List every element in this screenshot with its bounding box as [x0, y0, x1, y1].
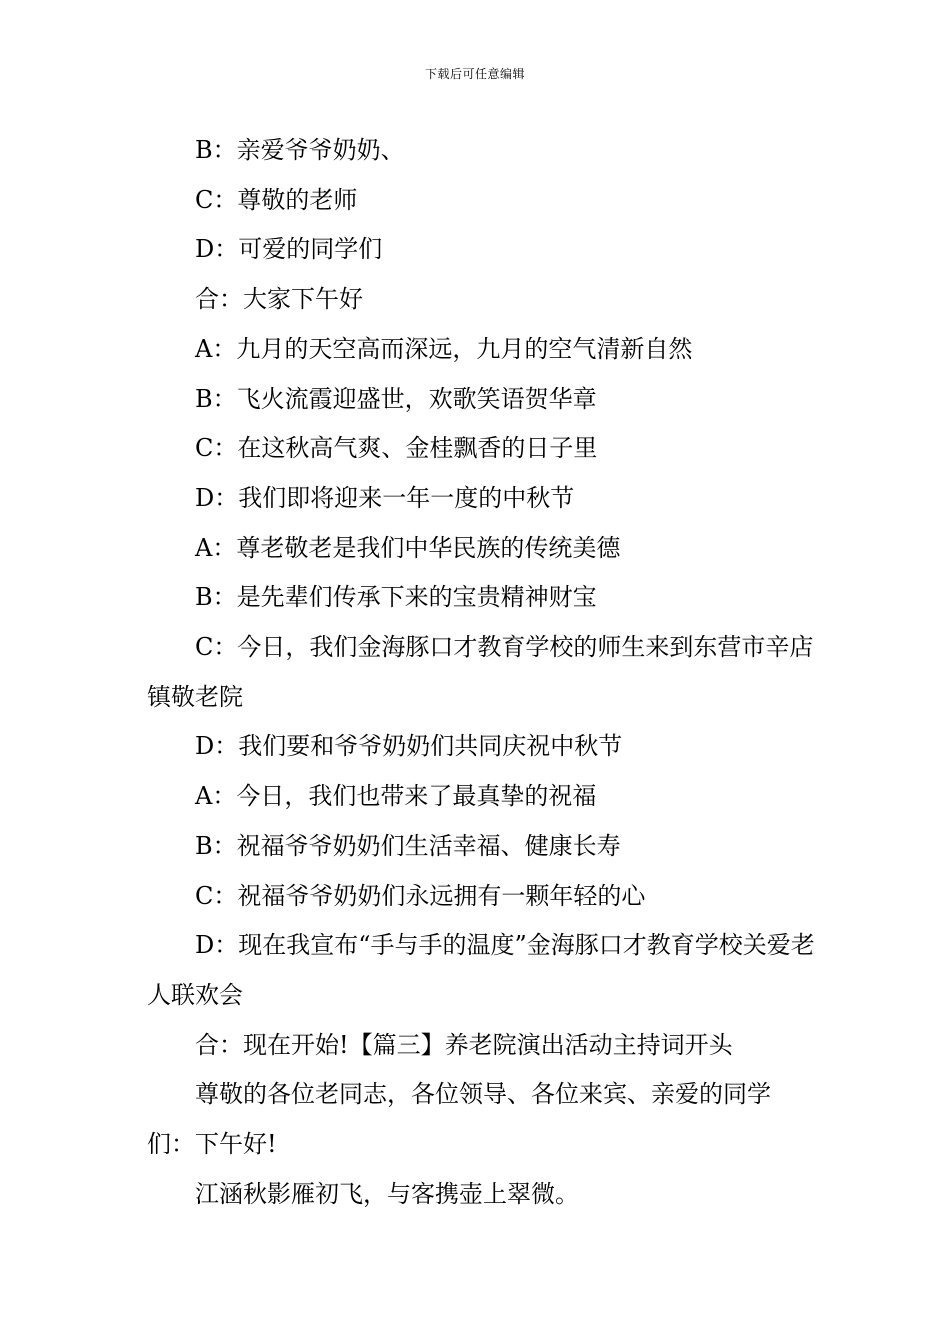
paragraph: 合：大家下午好: [195, 285, 363, 314]
paragraph: 江涵秋影雁初飞，与客携壶上翠微。: [195, 1179, 579, 1208]
paragraph: 尊敬的各位老同志，各位领导、各位来宾、亲爱的同学们：下午好!: [147, 1080, 771, 1159]
paragraph: 合：现在开始!【篇三】养老院演出活动主持词开头: [195, 1030, 733, 1059]
paragraph: A：九月的天空高而深远，九月的空气清新自然: [195, 334, 693, 363]
paragraph: A：今日，我们也带来了最真挚的祝福: [195, 782, 597, 811]
paragraph: C：在这秋高气爽、金桂飘香的日子里: [195, 434, 598, 463]
paragraph: D：我们即将迎来一年一度的中秋节: [195, 483, 575, 512]
paragraph: D：我们要和爷爷奶奶们共同庆祝中秋节: [195, 732, 623, 761]
page-header: 下载后可任意编辑: [424, 67, 525, 81]
paragraph: C：祝福爷爷奶奶们永远拥有一颗年轻的心: [195, 881, 646, 910]
paragraph: B：亲爱爷爷奶奶、: [195, 136, 405, 164]
paragraph: C：今日，我们金海豚口才教育学校的师生来到东营市辛店镇敬老院: [147, 633, 814, 711]
paragraph: D：现在我宣布“手与手的温度”金海豚口才教育学校关爱老人联欢会: [147, 931, 815, 1009]
paragraph: A：尊老敬老是我们中华民族的传统美德: [195, 533, 621, 562]
paragraph: D：可爱的同学们: [195, 235, 383, 264]
paragraph: B：是先辈们传承下来的宝贵精神财宝: [195, 583, 597, 612]
paragraph: B：祝福爷爷奶奶们生活幸福、健康长寿: [195, 831, 621, 860]
paragraph: B：飞火流霞迎盛世，欢歌笑语贺华章: [195, 384, 597, 413]
document-body: [147, 126, 817, 1219]
paragraph: C：尊敬的老师: [195, 185, 358, 214]
